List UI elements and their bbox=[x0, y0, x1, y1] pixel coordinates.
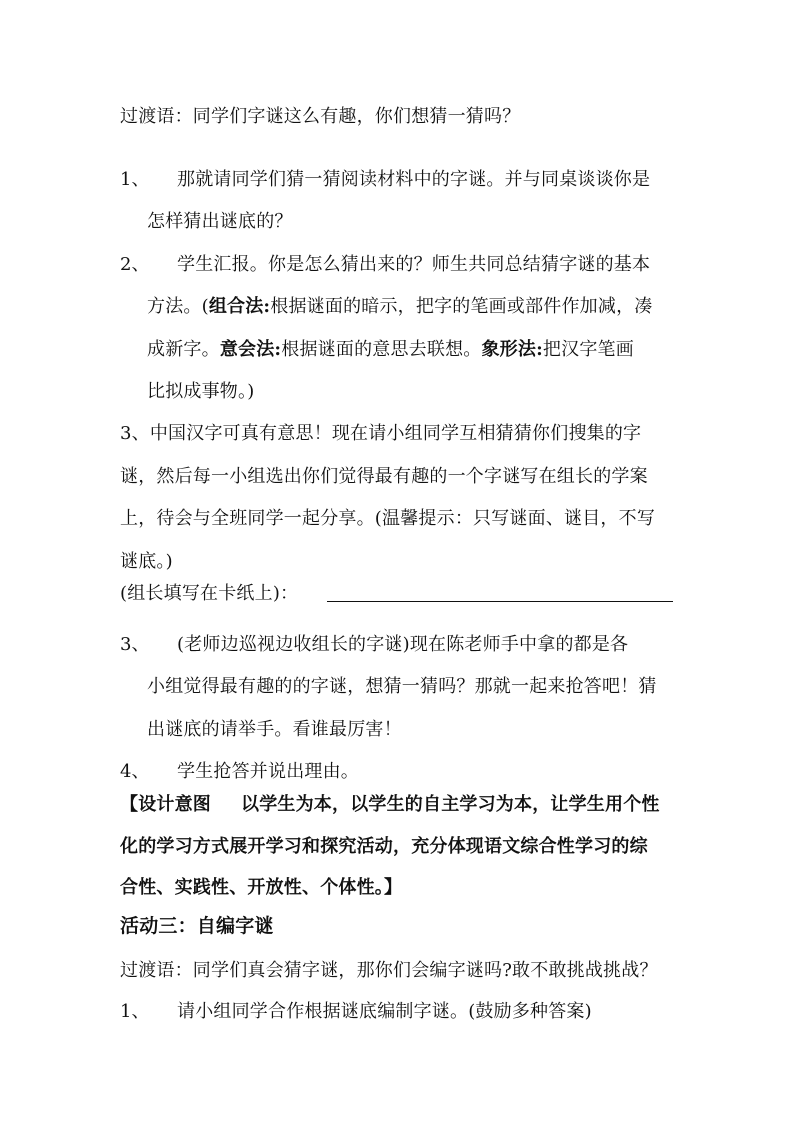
design-intent-line-3: 合性、实践性、开放性、个体性。】 bbox=[120, 877, 403, 898]
step-3b-line-3: 出谜底的请举手。看谁最厉害！ bbox=[147, 719, 402, 740]
step-3-line-1: 3、中国汉字可真有意思！现在请小组同学互相猜猜你们搜集的字 bbox=[120, 423, 642, 444]
step-3-line-4: 谜底。) bbox=[120, 551, 173, 572]
step-3b-number: 3、 bbox=[120, 634, 150, 655]
method-desc-pictograph: 把汉字笔画 bbox=[542, 339, 634, 360]
method-prefix: 方法。( bbox=[147, 296, 209, 317]
method-term-pictograph: 象形法: bbox=[481, 339, 543, 360]
transition-text-2: 过渡语：同学们真会猜字谜，那你们会编字谜吗?敢不敢挑战挑战？ bbox=[120, 960, 658, 981]
activity-3-heading: 活动三：自编字谜 bbox=[120, 915, 274, 937]
method-term-meaning: 意会法: bbox=[219, 339, 282, 360]
method-desc-meaning: 根据谜面的意思去联想。 bbox=[281, 339, 482, 360]
step-3-line-2: 谜，然后每一小组选出你们觉得最有趣的一个字谜写在组长的学案 bbox=[120, 466, 648, 487]
method-desc-combination: 根据谜面的暗示，把字的笔画或部件作加减，凑 bbox=[270, 296, 653, 317]
fill-in-label: (组长填写在卡纸上)： bbox=[120, 583, 299, 604]
step-4-number: 4、 bbox=[120, 761, 150, 782]
step-3b-line-1: (老师边巡视边收组长的字谜)现在陈老师手中拿的都是各 bbox=[177, 634, 629, 655]
step-1-number: 1、 bbox=[120, 169, 150, 190]
step-2-number: 2、 bbox=[120, 254, 150, 275]
method-line-4: 比拟成事物。) bbox=[147, 381, 255, 402]
step-2-line-1: 学生汇报。你是怎么猜出来的？师生共同总结猜字谜的基本 bbox=[177, 254, 651, 275]
step-4-text: 学生抢答并说出理由。 bbox=[177, 761, 359, 782]
step-3b-line-2: 小组觉得最有趣的的字谜，想猜一猜吗？那就一起来抢答吧！猜 bbox=[147, 676, 657, 697]
method-line-2 bbox=[147, 296, 652, 318]
fill-in-blank-line[interactable] bbox=[327, 601, 673, 602]
method-line-3 bbox=[147, 339, 634, 361]
design-intent-line-1: 以学生为本，以学生的自主学习为本，让学生用个性 bbox=[241, 794, 660, 815]
design-intent-label: 【设计意图 bbox=[120, 794, 211, 815]
step-1-line-2: 怎样猜出谜底的？ bbox=[147, 211, 293, 232]
step-1-line-1: 那就请同学们猜一猜阅读材料中的字谜。并与同桌谈谈你是 bbox=[177, 169, 651, 190]
last-step-text: 请小组同学合作根据谜底编制字谜。(鼓励多种答案) bbox=[177, 1001, 592, 1022]
design-intent-line-2: 化的学习方式展开学习和探究活动，充分体现语文综合性学习的综 bbox=[120, 836, 648, 857]
method-line-3-start: 成新字。 bbox=[147, 339, 220, 360]
step-3-line-3: 上，待会与全班同学一起分享。(温馨提示：只写谜面、谜目，不写 bbox=[120, 508, 656, 529]
transition-text-1: 过渡语：同学们字谜这么有趣，你们想猜一猜吗？ bbox=[120, 106, 521, 127]
last-step-number: 1、 bbox=[120, 1001, 150, 1022]
method-term-combination: 组合法: bbox=[208, 296, 271, 317]
